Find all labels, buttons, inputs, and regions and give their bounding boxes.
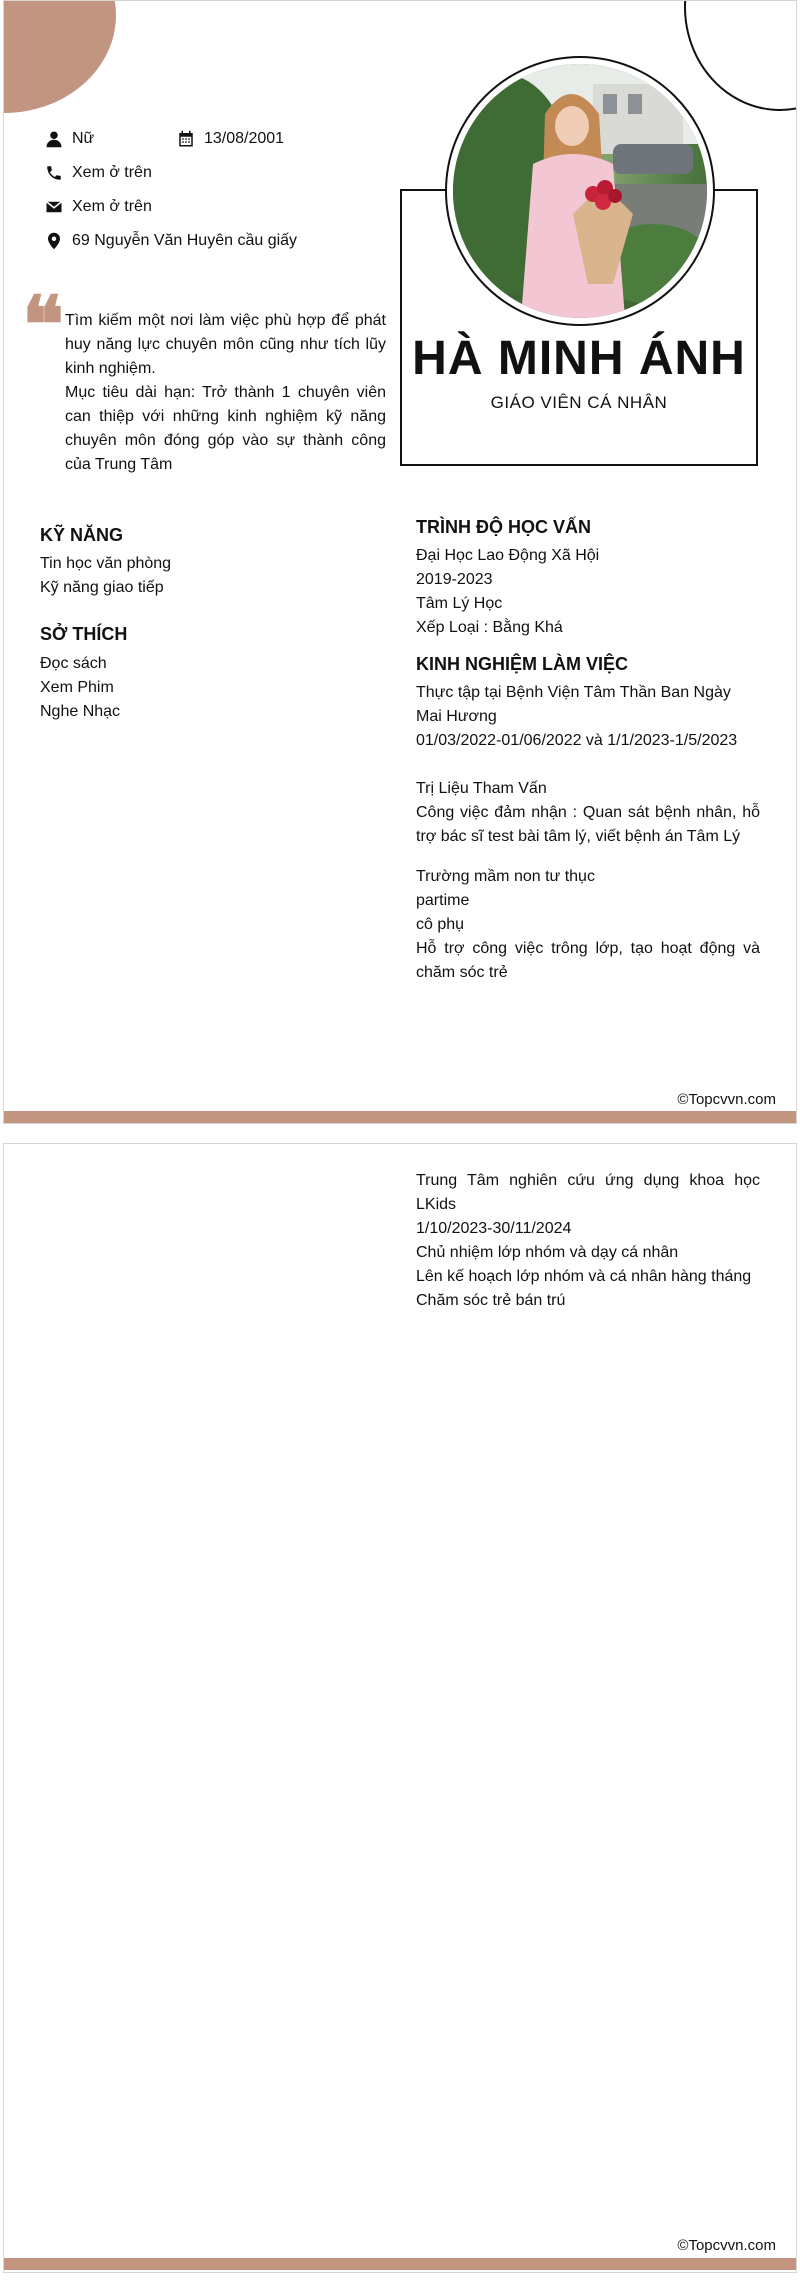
location-pin-icon [44, 231, 64, 251]
experience-title: KINH NGHIỆM LÀM VIỆC [416, 654, 629, 674]
footer-bar [4, 1111, 796, 1123]
phone-value: Xem ở trên [72, 164, 152, 181]
job-3-description: Lên kế hoạch lớp nhóm và cá nhân hàng tháng [416, 1268, 752, 1285]
footer-brand: ©Topcvvn.com [677, 1091, 776, 1108]
education-rank: Xếp Loại : Bằng Khá [416, 619, 563, 636]
profile-photo [453, 64, 707, 318]
calendar-icon [176, 129, 196, 149]
job-3-extra: Chăm sóc trẻ bán trú [416, 1292, 566, 1309]
contact-address [44, 231, 297, 251]
person-icon [44, 129, 64, 149]
contact-gender [44, 129, 94, 149]
skill-item: Kỹ năng giao tiếp [40, 579, 164, 596]
hobbies-title: SỞ THÍCH [40, 624, 128, 644]
email-value: Xem ở trên [72, 198, 152, 215]
career-objective [65, 309, 386, 477]
job-1-period: 01/03/2022-01/06/2022 và 1/1/2023-1/5/2023 [416, 732, 738, 749]
footer-brand: ©Topcvvn.com [677, 2237, 776, 2254]
job-1-description: Công việc đảm nhận : Quan sát bệnh nhân, hỗ trợ bác sĩ test bài tâm lý, viết bệnh án Tâm Lý [416, 804, 760, 845]
footer-bar [4, 2258, 796, 2270]
education-major: Tâm Lý Học [416, 595, 503, 612]
hobby-item: Xem Phim [40, 679, 114, 696]
gender-value: Nữ [72, 130, 95, 147]
hobby-item: Nghe Nhạc [40, 703, 121, 720]
education-school: Đại Học Lao Động Xã Hội [416, 547, 600, 564]
job-1-place: Thực tập tại Bệnh Viện Tâm Thần Ban Ngày Mai Hương [416, 684, 731, 725]
contact-email [44, 197, 152, 217]
job-2-place: Trường mầm non tư thục [416, 868, 595, 885]
job-1-position: Trị Liệu Tham Vấn [416, 780, 547, 797]
objective-paragraph-2: Mục tiêu dài hạn: Trở thành 1 chuyên viên can thiệp với những kinh nghiệm kỹ năng chuyên môn đóng góp vào sự thành công của Trung Tâm [65, 384, 386, 473]
contact-phone [44, 163, 152, 183]
decorative-corner-ring [684, 0, 797, 111]
job-3-place: Trung Tâm nghiên cứu ứng dụng khoa học LKids [416, 1172, 760, 1213]
quote-icon: ❝ [22, 280, 64, 371]
job-2-description: Hỗ trợ công việc trông lớp, tạo hoạt động và chăm sóc trẻ [416, 940, 760, 981]
education-period: 2019-2023 [416, 571, 493, 588]
job-2-period: partime [416, 892, 470, 909]
contact-birthdate [176, 129, 284, 149]
job-2-position: cô phụ [416, 916, 465, 933]
address-value: 69 Nguyễn Văn Huyên cầu giấy [72, 232, 298, 249]
full-name: HÀ MINH ÁNH [412, 332, 746, 385]
job-title: GIÁO VIÊN CÁ NHÂN [490, 393, 668, 412]
objective-paragraph-1: Tìm kiếm một nơi làm việc phù hợp để phát huy năng lực chuyên môn cũng như tích lũy kinh nghiệm. [65, 312, 386, 377]
phone-icon [44, 163, 64, 183]
cv-page-2 [3, 1143, 797, 2273]
skill-item: Tin học văn phòng [40, 555, 172, 572]
hobby-item: Đọc sách [40, 655, 107, 672]
education-title: TRÌNH ĐỘ HỌC VẤN [416, 517, 591, 537]
job-3-period: 1/10/2023-30/11/2024 [416, 1220, 572, 1237]
decorative-corner-circle [3, 0, 116, 113]
job-3-position: Chủ nhiệm lớp nhóm và dạy cá nhân [416, 1244, 679, 1261]
skills-title: KỸ NĂNG [40, 525, 124, 545]
envelope-icon [44, 197, 64, 217]
cv-page-1 [3, 0, 797, 1124]
birthdate-value: 13/08/2001 [204, 130, 285, 147]
